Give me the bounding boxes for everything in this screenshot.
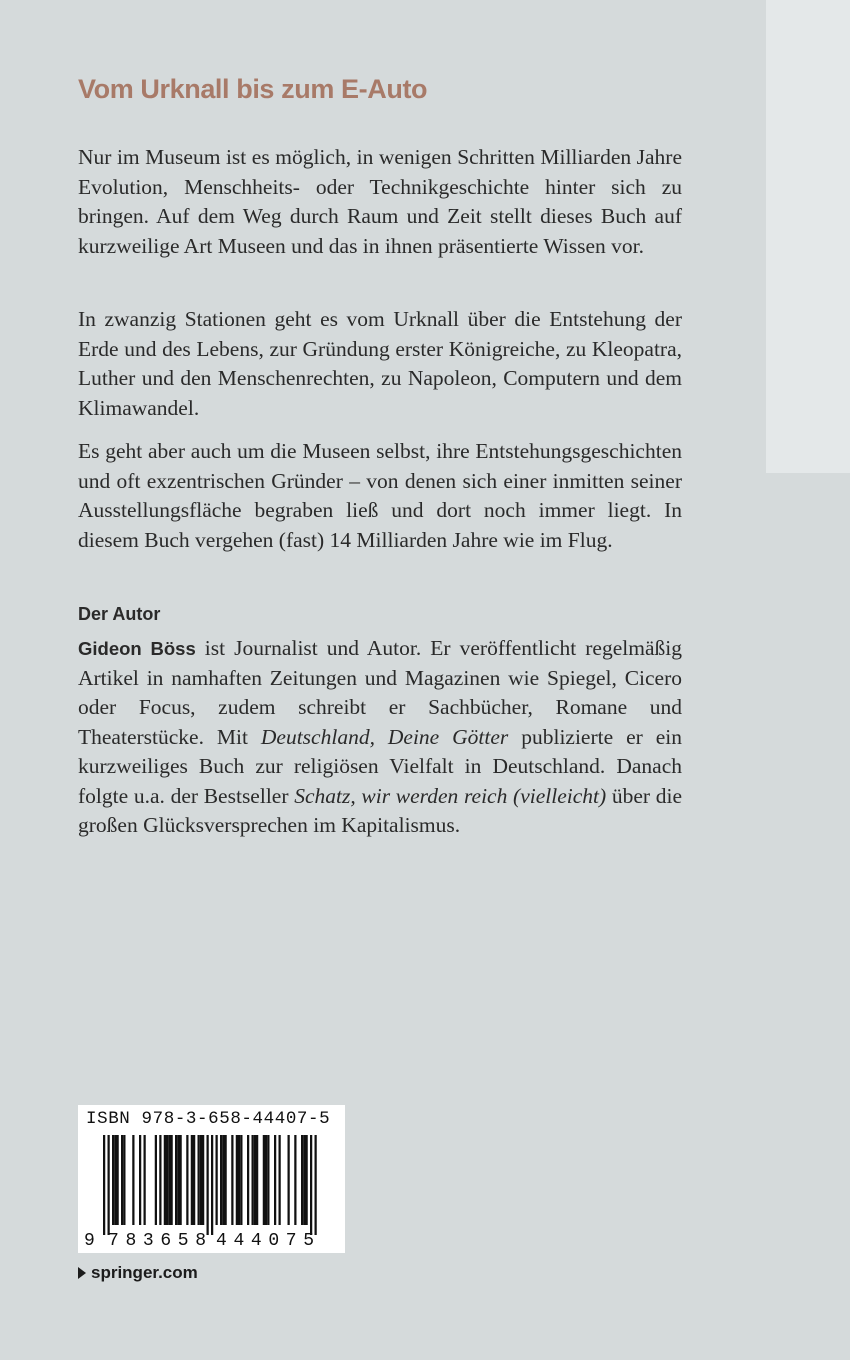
barcode-bar [177, 1135, 179, 1225]
author-bio-text-2: publizierte er ein kurzweiliges Buch zur religiösen Vielfalt in Deutschland. Danach folgte u.a. der Bestseller [78, 724, 682, 808]
isbn-barcode [78, 1105, 345, 1253]
book-title-2: Schatz, wir werden reich (vielleicht) [294, 783, 607, 808]
barcode-bar [288, 1135, 290, 1225]
barcode-bar [267, 1135, 269, 1225]
barcode-bar [294, 1135, 296, 1225]
book-title-1: Deutschland, Deine Götter [260, 724, 509, 749]
barcode-bar [220, 1135, 222, 1225]
barcode-bar [222, 1135, 224, 1225]
book-title: Vom Urknall bis zum E-Auto [78, 74, 428, 104]
barcode-bar [279, 1135, 281, 1225]
barcode-bar [236, 1135, 238, 1225]
publisher-link-text: springer.com [91, 1263, 198, 1282]
barcode-bar [198, 1135, 200, 1225]
barcode-bar [207, 1135, 209, 1235]
barcode-bar [121, 1135, 123, 1225]
barcode-bar [225, 1135, 227, 1225]
barcode-bar [180, 1135, 182, 1225]
barcode-bar [303, 1135, 305, 1225]
barcode-bar [171, 1135, 173, 1225]
barcode-bar [144, 1135, 146, 1225]
barcode-bar [211, 1135, 213, 1235]
author-bio [78, 634, 682, 841]
barcode-bar [306, 1135, 308, 1225]
barcode-bar [117, 1135, 119, 1225]
barcode-bar [123, 1135, 125, 1225]
barcode-bar [231, 1135, 233, 1225]
barcode-left-digits: 783658 [108, 1231, 206, 1251]
barcode-bar [155, 1135, 157, 1225]
barcode-bars [103, 1135, 317, 1235]
barcode-bar [256, 1135, 258, 1225]
barcode-bar [315, 1135, 317, 1235]
barcode-bar [263, 1135, 265, 1225]
barcode-bar [103, 1135, 105, 1235]
author-heading: Der Autor [78, 604, 161, 624]
barcode-bar [114, 1135, 116, 1225]
barcode-bar [238, 1135, 240, 1225]
barcode-bar [274, 1135, 276, 1225]
barcode-right-digits: 444075 [216, 1231, 314, 1251]
barcode-bar [254, 1135, 256, 1225]
barcode-bar [175, 1135, 177, 1225]
barcode-bar [132, 1135, 134, 1225]
barcode-lead-digit: 9 [84, 1231, 95, 1251]
barcode-bar [112, 1135, 114, 1225]
barcode-bar [252, 1135, 254, 1225]
barcode-bar [310, 1135, 312, 1235]
description-paragraph-2: In zwanzig Stationen geht es vom Urknall über die Entstehung der Erde und des Lebens, zur Gründung erster Königreiche, zu Kleopatra, Luther und den Menschenrechten, zu Napoleon, Computern und dem Klimawandel. [78, 307, 682, 420]
barcode-bar [108, 1135, 110, 1235]
barcode-bar [301, 1135, 303, 1225]
barcode-bar [193, 1135, 195, 1225]
barcode-bar [247, 1135, 249, 1225]
spine-band [766, 0, 850, 473]
barcode-graphic [78, 1105, 345, 1253]
barcode-bar [166, 1135, 168, 1225]
barcode-bar [164, 1135, 166, 1225]
publisher-link[interactable] [78, 1263, 198, 1283]
barcode-bar [139, 1135, 141, 1225]
description-paragraph-1: Nur im Museum ist es möglich, in wenigen Schritten Milliarden Jahre Evolution, Menschheits- oder Technikgeschichte hinter sich zu bringen. Auf dem Weg durch Raum und Zeit stellt dieses Buch auf kurzweilige Art Museen und das in ihnen präsentierte Wissen vor. [78, 145, 682, 258]
isbn-label: ISBN 978-3-658-44407-5 [86, 1109, 331, 1129]
barcode-bar [200, 1135, 202, 1225]
barcode-bar [168, 1135, 170, 1225]
barcode-bar [216, 1135, 218, 1225]
barcode-bar [191, 1135, 193, 1225]
triangle-arrow-right-icon [78, 1267, 86, 1279]
barcode-bar [159, 1135, 161, 1225]
description-paragraph-3: Es geht aber auch um die Museen selbst, ihre Entstehungsgeschichten und oft exzentrischen Gründer – von denen sich einer inmitten seiner Ausstellungsfläche begraben ließ und dort noch immer liegt. In diesem Buch vergehen (fast) 14 Milliarden Jahre wie im Flug. [78, 439, 682, 552]
barcode-bar [265, 1135, 267, 1225]
barcode-bar [202, 1135, 204, 1225]
author-bio-text-1: ist Journalist und Autor. Er veröffentlicht regelmäßig Artikel in namhaften Zeitungen und Magazinen wie Spiegel, Cicero oder Focus, zudem schreibt er Sachbücher, Romane und Theaterstücke. Mit [78, 636, 682, 749]
barcode-bar [186, 1135, 188, 1225]
barcode-bar [240, 1135, 242, 1225]
author-name: Gideon Böss [78, 638, 196, 659]
author-bio-text-3: über die großen Glücksversprechen im Kapitalismus. [78, 783, 682, 837]
